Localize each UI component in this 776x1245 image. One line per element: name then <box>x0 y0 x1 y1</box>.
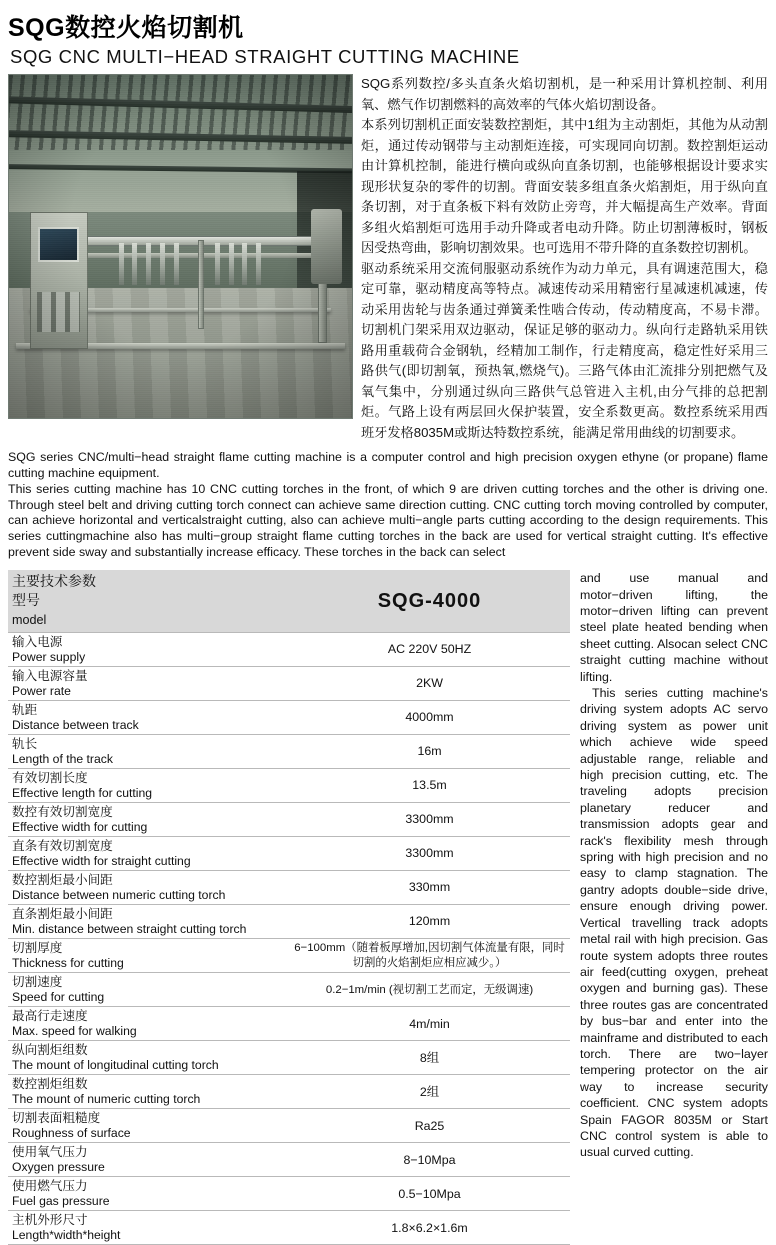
spec-label-zh: 使用氧气压力 <box>12 1145 88 1160</box>
spec-label <box>8 803 289 837</box>
spec-label-en: Effective length for cutting <box>12 785 153 800</box>
model-label-en: model <box>12 613 47 628</box>
page-title-chinese: SQG数控火焰切割机 <box>8 14 244 42</box>
spec-label <box>8 633 289 667</box>
spec-label <box>8 939 289 973</box>
specifications-table <box>8 570 570 1245</box>
spec-label-en: Effective width for cutting <box>12 819 148 834</box>
spec-value: 3300mm <box>289 803 570 837</box>
spec-label-en: Length*width*height <box>12 1227 121 1242</box>
table-row <box>8 1075 570 1109</box>
spec-label-zh: 切割速度 <box>12 975 63 990</box>
spec-label <box>8 769 289 803</box>
table-row <box>8 667 570 701</box>
spec-value: 4m/min <box>289 1007 570 1041</box>
spec-label <box>8 871 289 905</box>
table-row <box>8 1109 570 1143</box>
spec-label-zh: 主机外形尺寸 <box>12 1213 88 1228</box>
spec-label-zh: 输入电源容量 <box>12 669 88 684</box>
intro-paragraph-3: 驱动系统采用交流伺服驱动系统作为动力单元，具有调速范围大，稳定可靠，驱动精度高等特点。减速传动采用精密行星减速机减速，传动采用齿轮与齿条通过弹簧柔性啮合传动，传动精度高，不易卡滞。切割机门架采用双边驱动，保证足够的驱动力。纵向行走路轨采用铁路用重载荷合金钢轨，经精加工制作，行走精度高，稳定性好采用三路供气(即切割氧，预热氧,燃烧气)。三路气体由汇流排分别把燃气及氧气集中，分别通过纵向三路供气总管进入主机,由分气排的总把割炬。气路上设有两层回火保护装置，安全系数更高。数控系统采用西班牙发格8035M或斯达特数控系统，能满足常用曲线的切割要求。 <box>361 260 768 440</box>
spec-label-zh: 切割表面粗糙度 <box>12 1111 101 1126</box>
english-paragraph-2: This series cutting machine has 10 CNC cutting torches in the front, of which 9 are driven cutting torches and the other is driving one. Through steel belt and driving cutting torch connect can achieve same direction cutting. CNC cutting torch moving controlled by computer, can achieve horizontal and verticalstraight cutting, also can achieve multi−angle parts cutting according to the design requirements. This series cuttingmachine also has multi−group straight flame cutting torches in the back are used for vertical straight cutting. It's effective prevent side sway and substantially increase efficacy. These torches in the back can select <box>8 482 768 559</box>
spec-label <box>8 735 289 769</box>
table-row <box>8 905 570 939</box>
spec-label-zh: 直条有效切割宽度 <box>12 839 113 854</box>
spec-label-zh: 有效切割长度 <box>12 771 88 786</box>
spec-label-en: Fuel gas pressure <box>12 1193 110 1208</box>
spec-label <box>8 701 289 735</box>
spec-value: 0.2−1m/min (视切割工艺而定，无级调速) <box>289 973 570 1007</box>
spec-label-en: Speed for cutting <box>12 989 105 1004</box>
table-row <box>8 973 570 1007</box>
table-row <box>8 939 570 973</box>
model-value: SQG-4000 <box>289 570 570 633</box>
spec-label <box>8 1211 289 1245</box>
spec-value: 0.5−10Mpa <box>289 1177 570 1211</box>
spec-label-zh: 最高行走速度 <box>12 1009 88 1024</box>
spec-label <box>8 1143 289 1177</box>
spec-label-en: The mount of numeric cutting torch <box>12 1091 201 1106</box>
page-title-english: SQG CNC MULTI−HEAD STRAIGHT CUTTING MACHINE <box>10 46 520 67</box>
table-row <box>8 1177 570 1211</box>
spec-label-en: Roughness of surface <box>12 1125 131 1140</box>
spec-label-zh: 切割厚度 <box>12 941 63 956</box>
table-header-left <box>8 570 289 633</box>
table-row <box>8 1041 570 1075</box>
spec-label-en: Distance between numeric cutting torch <box>12 887 226 902</box>
spec-value: 2KW <box>289 667 570 701</box>
spec-label-en: Power supply <box>12 649 86 664</box>
table-row <box>8 1211 570 1245</box>
spec-label-en: Effective width for straight cutting <box>12 853 191 868</box>
right-paragraph-2: This series cutting machine's driving system adopts AC servo driving system as power unit which achieve wide speed adjustable range, reliable and high precision cutting, etc. The traveling adopts precision planetary reducer and transmission adopts gear and rack's flexibility mesh through spring with high precision and no easy to clamp stagnation. The gantry adopts double−side drive, ensure enough driving power. Vertical travelling track adopts metal rail with high precision. Gas route system adopts three routes air feed(cutting oxygen, preheat oxygen and burning gas). These three routes gas are concentrated by bus−bar and enter into the mainframe and distributed to each torch. There are two−layer tempering protector on the air way to increase security coefficient. CNC system adopts Spain FAGOR 8035M or Start CNC control system is able to usual curved cutting. <box>580 686 768 1160</box>
spec-value: 1.8×6.2×1.6m <box>289 1211 570 1245</box>
specs-heading: 主要技术参数 <box>12 573 96 590</box>
spec-label <box>8 1075 289 1109</box>
spec-value: 13.5m <box>289 769 570 803</box>
spec-label <box>8 1007 289 1041</box>
spec-label-zh: 数控有效切割宽度 <box>12 805 113 820</box>
table-row <box>8 735 570 769</box>
spec-label <box>8 905 289 939</box>
spec-value: 8组 <box>289 1041 570 1075</box>
spec-label-zh: 使用燃气压力 <box>12 1179 88 1194</box>
table-header-row <box>8 570 570 633</box>
spec-value: 6−100mm（随着板厚增加,因切割气体流量有限，同时切割的火焰割炬应相应减少。） <box>289 939 570 973</box>
spec-label <box>8 1041 289 1075</box>
table-row <box>8 871 570 905</box>
spec-value: 16m <box>289 735 570 769</box>
spec-label-zh: 直条割炬最小间距 <box>12 907 113 922</box>
spec-label-zh: 数控割炬最小间距 <box>12 873 113 888</box>
spec-value: Ra25 <box>289 1109 570 1143</box>
specifications-table-wrapper <box>8 570 570 1245</box>
spec-label <box>8 1177 289 1211</box>
table-row <box>8 769 570 803</box>
spec-label-en: Thickness for cutting <box>12 955 124 970</box>
spec-label-zh: 数控割炬组数 <box>12 1077 88 1092</box>
table-row <box>8 1143 570 1177</box>
spec-label <box>8 667 289 701</box>
spec-label-zh: 输入电源 <box>12 635 63 650</box>
table-row <box>8 633 570 667</box>
spec-value: 8−10Mpa <box>289 1143 570 1177</box>
product-datasheet-page <box>0 8 776 1245</box>
spec-value: 4000mm <box>289 701 570 735</box>
machine-photo <box>8 74 353 419</box>
table-row <box>8 701 570 735</box>
table-row <box>8 837 570 871</box>
spec-label <box>8 973 289 1007</box>
right-english-column <box>580 570 768 1161</box>
spec-label-en: Oxygen pressure <box>12 1159 105 1174</box>
table-row <box>8 803 570 837</box>
right-paragraph-1: and use manual and motor−driven lifting, the motor−driven lifting can prevent steel plate heated bending when sheet cutting. Alsocan select CNC straight cutting machine without lifting. <box>580 571 768 684</box>
spec-label-zh: 纵向割炬组数 <box>12 1043 88 1058</box>
spec-label-en: Max. speed for walking <box>12 1023 137 1038</box>
specs-and-text-section <box>8 570 768 1245</box>
spec-value: 330mm <box>289 871 570 905</box>
spec-label-en: Distance between track <box>12 717 139 732</box>
spec-label-en: The mount of longitudinal cutting torch <box>12 1057 219 1072</box>
intro-chinese <box>361 74 768 443</box>
spec-value: 120mm <box>289 905 570 939</box>
intro-paragraph-1: SQG系列数控/多头直条火焰切割机，是一种采用计算机控制、利用氧、燃气作切割燃料的高效率的气体火焰切割设备。 <box>361 76 768 112</box>
table-row <box>8 1007 570 1041</box>
spec-label-en: Length of the track <box>12 751 113 766</box>
spec-label-zh: 轨距 <box>12 703 38 718</box>
intro-paragraph-2: 本系列切割机正面安装数控割炬，其中1组为主动割炬，其他为从动割炬，通过传动钢带与主动割炬连接，可实现同向切割。数控割炬运动由计算机控制，能进行横向或纵向直条切割，也能够根据设计要求实现形状复杂的零件的切割。背面安装多组直条火焰割炬，用于纵向直条切割，对于直条板下料有效防止旁弯，并大幅提高生产效率。背面多组火焰割炬可选用手动升降或者电动升降。防止切割薄板时，钢板因受热弯曲，影响切割效果。也可选用不带升降的直条数控切割机。 <box>361 117 768 255</box>
model-label-zh: 型号 <box>12 592 40 609</box>
spec-label-en: Min. distance between straight cutting torch <box>12 921 247 936</box>
intro-english <box>8 450 768 560</box>
spec-label <box>8 837 289 871</box>
spec-label-zh: 轨长 <box>12 737 38 752</box>
english-paragraph-1: SQG series CNC/multi−head straight flame cutting machine is a computer control and high precision oxygen ethyne (or propane) flame cutting machine equipment. <box>8 450 768 480</box>
intro-section <box>8 74 768 443</box>
spec-value: AC 220V 50HZ <box>289 633 570 667</box>
spec-value: 3300mm <box>289 837 570 871</box>
spec-label-en: Power rate <box>12 683 71 698</box>
spec-label <box>8 1109 289 1143</box>
spec-value: 2组 <box>289 1075 570 1109</box>
